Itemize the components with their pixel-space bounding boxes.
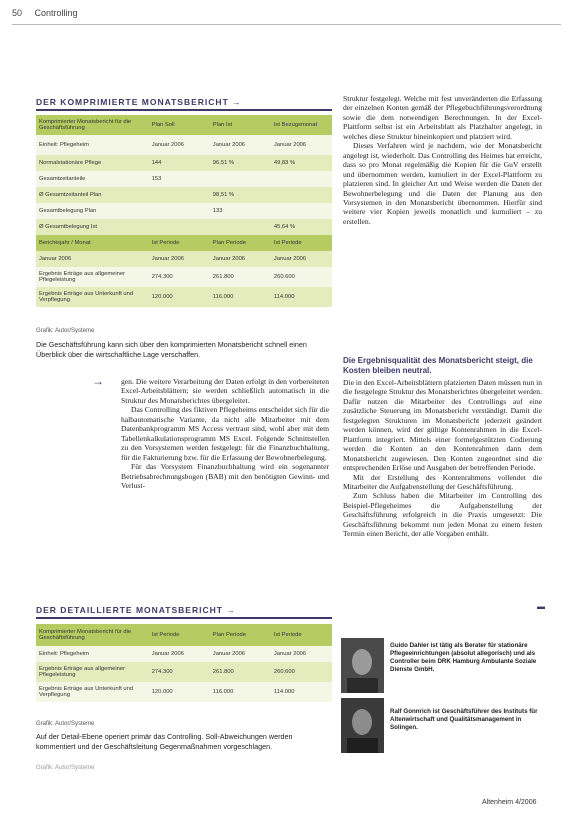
page-header bbox=[12, 8, 88, 18]
table-cell: 116.000 bbox=[210, 682, 271, 702]
section1-heading: DER KOMPRIMIERTE MONATSBERICHT → bbox=[36, 97, 242, 107]
right-column-text-bottom bbox=[343, 378, 542, 539]
page-number: 50 bbox=[12, 8, 23, 18]
table-cell: Ergebnis Erträge aus allgemeiner Pflegeleistung bbox=[36, 267, 149, 287]
table-cell: 274.300 bbox=[149, 267, 210, 287]
table-row bbox=[36, 251, 332, 267]
compressed-report-table bbox=[36, 115, 332, 307]
table-cell: Ist Periode bbox=[271, 624, 332, 646]
table-cell: Einheit: Pflegeheim bbox=[36, 135, 149, 155]
author-bio-gonnrich: Ralf Gonnrich ist Geschäftsführer des Instituts für Altenwirtschaft und Qualitätsmanagement in Solingen. bbox=[390, 708, 538, 731]
section2-rule bbox=[36, 617, 332, 619]
table-cell: Plan Soll bbox=[149, 115, 210, 135]
author-photo-dahler bbox=[341, 638, 384, 693]
table-row bbox=[36, 287, 332, 307]
table-cell bbox=[210, 171, 271, 187]
section1-caption: Grafik: Autor/Systeme bbox=[36, 328, 95, 334]
section2-heading: DER DETAILLIERTE MONATSBERICHT → bbox=[36, 605, 236, 615]
table-row bbox=[36, 187, 332, 203]
table-cell: Januar 2006 bbox=[271, 646, 332, 662]
table-cell: 114.000 bbox=[271, 287, 332, 307]
table-cell: Ist Periode bbox=[271, 235, 332, 251]
author-photo-gonnrich bbox=[341, 698, 384, 753]
table-cell: Berichtsjahr / Monat bbox=[36, 235, 149, 251]
table-cell: Gesamtbelegung Plan bbox=[36, 203, 149, 219]
table-cell: Plan Periode bbox=[210, 235, 271, 251]
table-row bbox=[36, 662, 332, 682]
table-cell: Einheit: Pflegeheim bbox=[36, 646, 149, 662]
right-column-text-top bbox=[343, 94, 542, 226]
table-row bbox=[36, 646, 332, 662]
table-cell: Ist Bezugsmonat bbox=[271, 115, 332, 135]
table-cell: Gesamtzeitanteile bbox=[36, 171, 149, 187]
table-cell: Komprimierter Monatsbericht für die Geschäftsführung bbox=[36, 115, 149, 135]
table-cell: Ergebnis Erträge aus Unterkunft und Verpflegung bbox=[36, 287, 149, 307]
table-cell: 114.000 bbox=[271, 682, 332, 702]
table-row bbox=[36, 219, 332, 235]
paragraph: Das Controlling des fiktiven Pflegeheims entscheidet sich für die halbautomatische Variante, da nicht alle Mitarbeiter mit dem Datenbankprogramm MS Access vertraut sind, wohl aber mit dem Tabellenkalkulationsprogramm MS Excel. Folgende Schnittstellen zu den Vorsystemen werden festgelegt: für die Finanzbuchhaltung, für die Fakturierung bzw. für die Erfassung der Bewohnerbelegung. bbox=[121, 405, 329, 462]
table-cell: Plan Periode bbox=[210, 624, 271, 646]
table-cell: 133 bbox=[210, 203, 271, 219]
table-cell: 153 bbox=[149, 171, 210, 187]
table-cell bbox=[149, 187, 210, 203]
table-row bbox=[36, 682, 332, 702]
table-cell: 116.000 bbox=[210, 287, 271, 307]
table-cell: 144 bbox=[149, 155, 210, 171]
section2-credit: Grafik: Autor/Systeme bbox=[36, 765, 95, 771]
section2-caption: Grafik: Autor/Systeme bbox=[36, 721, 95, 727]
paragraph: Die in den Excel-Arbeitsblättern platzierten Daten müssen nun in die festgelegte Struktur des Monatsberichtes übergeleitet werden. Dafür nutzen die Mitarbeiter des Controllings auf eine zusätzliche Steuerung im Monatsbericht verständigt. Damit die festgelegten Strukturen im Monatsbericht jederzeit geändert werden können, wird der gültige Kontenrahmen in die Excel-Plattform integriert. Mittels einer formelgestützten Codierung werden die Konten an den Kontenrahmen dann dem Monatsbericht zugewiesen. Den Konten zugeordnet sind die entsprechenden Erlöse und Ausgaben der betreffenden Periode. bbox=[343, 378, 542, 473]
table-cell: Ist Periode bbox=[149, 624, 210, 646]
table-cell: Ist Periode bbox=[149, 235, 210, 251]
table-cell: Januar 2006 bbox=[149, 646, 210, 662]
paragraph: Struktur festgelegt. Welche mit fest unveränderten die Erfassung der einzelnen Konten gemäß der Pflegebuchführungsverordnung sowie die dem notwendigen Berechnungen. In der Excel-Plattform selbst ist ein Arbeitsblatt als Platzhalter angelegt, in welches diese Struktur hineinkopiert und platziert wird. bbox=[343, 94, 542, 141]
table-row bbox=[36, 203, 332, 219]
paragraph: Für das Vorsystem Finanzbuchhaltung wird ein sogenannter Betriebsabrechnungsbogen (BAB) mit den benötigten Gewinn- und Verlust- bbox=[121, 462, 329, 490]
table-cell: Ergebnis Erträge aus Unterkunft und Verpflegung bbox=[36, 682, 149, 702]
table-cell: Januar 2006 bbox=[36, 251, 149, 267]
table-row bbox=[36, 115, 332, 135]
section1-lead: Die Geschäftsführung kann sich über den komprimierten Monatsbericht schnell einen Überblick über die wirtschaftliche Lage verschaffen. bbox=[36, 340, 307, 359]
table-cell bbox=[210, 219, 271, 235]
table-cell: Januar 2006 bbox=[210, 135, 271, 155]
author-bio-dahler: Guido Dahler ist tätig als Berater für stationäre Pflegeeinrichtungen (absolut allegorisch) und als Controller beim DRK Hamburg Ambulante Soziale Dienste GmbH. bbox=[390, 642, 537, 673]
table-cell bbox=[271, 187, 332, 203]
continue-arrow-icon: → bbox=[92, 374, 104, 388]
table-row bbox=[36, 155, 332, 171]
table-cell: 261.800 bbox=[210, 662, 271, 682]
table-cell: 120.000 bbox=[149, 682, 210, 702]
table-cell bbox=[149, 203, 210, 219]
table-cell: 274.300 bbox=[149, 662, 210, 682]
table-row bbox=[36, 235, 332, 251]
detailed-report-table bbox=[36, 624, 332, 702]
table-row bbox=[36, 624, 332, 646]
table-cell bbox=[271, 203, 332, 219]
table-cell: 120.000 bbox=[149, 287, 210, 307]
table-row bbox=[36, 135, 332, 155]
table-cell: Januar 2006 bbox=[149, 251, 210, 267]
table-cell: 96,51 % bbox=[210, 155, 271, 171]
table-cell: 45,64 % bbox=[271, 219, 332, 235]
footer-magazine: Altenheim 4/2006 bbox=[482, 799, 537, 806]
table-cell bbox=[149, 219, 210, 235]
table-cell: Januar 2006 bbox=[149, 135, 210, 155]
paragraph: gen. Die weitere Verarbeitung der Daten erfolgt in den vorbereiteten Excel-Arbeitsblättern; sie werden schließlich automatisch in die Struktur des Monatsberichtes übergeleitet. bbox=[121, 377, 329, 405]
table-cell: Januar 2006 bbox=[271, 251, 332, 267]
table-row bbox=[36, 171, 332, 187]
table-cell: Ø Gesamtbelegung Ist bbox=[36, 219, 149, 235]
table-cell: Januar 2006 bbox=[271, 135, 332, 155]
table-cell: Normalstationäre Pflege bbox=[36, 155, 149, 171]
table-cell: Januar 2006 bbox=[210, 646, 271, 662]
table-cell: 49,83 % bbox=[271, 155, 332, 171]
table-cell: Ergebnis Erträge aus allgemeiner Pflegeleistung bbox=[36, 662, 149, 682]
section2-lead: Auf der Detail-Ebene operiert primär das Controlling. Soll-Abweichungen werden kommentiert und der Geschäftsleitung Gegenmaßnahmen vorgeschlagen. bbox=[36, 732, 293, 751]
table-cell: 261.800 bbox=[210, 267, 271, 287]
subheading: Die Ergebnisqualität des Monatsbericht steigt, die Kosten bleiben neutral. bbox=[343, 356, 533, 375]
paragraph: Dieses Verfahren wird je nachdem, wie der Monatsbericht angelegt ist, wiederholt. Das Controlling des Heimes hat erreicht, dass so pro Monat regelmäßig die Kopien für die GuV erstellt und übernommen werden, kumuliert in der Excel-Plattform zu platzieren sind. In gleicher Art und Weise werden die Daten der Bewohnerbelegung und die Daten der Planung aus den Vorsystemen in den Monatsbericht übernommen. Hierfür sind weitere vier Kopien jeweils monatlich und kumuliert – zu erstellen. bbox=[343, 141, 542, 226]
table-cell: 98,51 % bbox=[210, 187, 271, 203]
table-cell: Ø Gesamtzeitanteil Plan bbox=[36, 187, 149, 203]
table-cell: 260.600 bbox=[271, 267, 332, 287]
table-row bbox=[36, 267, 332, 287]
end-mark-icon: ▬ bbox=[537, 602, 545, 611]
table-cell: Komprimierter Monatsbericht für die Geschäftsführung bbox=[36, 624, 149, 646]
paragraph: Zum Schluss haben die Mitarbeiter im Controlling des Beispiel-Pflegeheimes die Aufgabenstellung der Geschäftsführung erfolgreich in die Praxis umgesetzt: Die Geschäftsführung bekommt nun jeden Monat zu einem festen Termin einen Bericht, der alle Vorgaben enthält. bbox=[343, 491, 542, 539]
section1-rule bbox=[36, 109, 332, 111]
table-cell: Januar 2006 bbox=[210, 251, 271, 267]
section-name: Controlling bbox=[34, 8, 78, 18]
table-cell: 260.600 bbox=[271, 662, 332, 682]
header-rule bbox=[12, 24, 561, 25]
table-cell bbox=[271, 171, 332, 187]
table-cell: Plan Ist bbox=[210, 115, 271, 135]
middle-column-text bbox=[121, 377, 329, 490]
paragraph: Mit der Erstellung des Kontenrahmens vollendet die Mitarbeiter die Aufgabenstellung der Geschäftsführung. bbox=[343, 472, 542, 491]
